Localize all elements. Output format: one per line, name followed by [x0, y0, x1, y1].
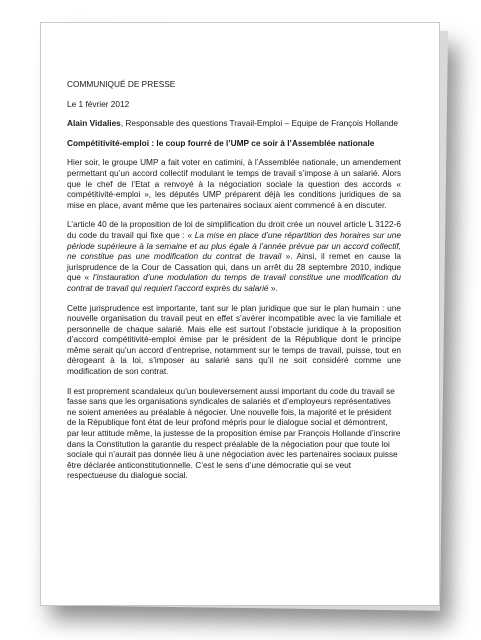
author-name: Alain Vidalies	[67, 118, 121, 129]
document-page	[40, 22, 440, 606]
paragraph-2-quote-court: l’instauration d’une modulation du temps de travail constitue une modification du contrat de travail qui requiert l’accord exprès du salarié	[67, 272, 401, 293]
paragraph-3: Cette jurisprudence est importante, tant sur le plan juridique que sur le plan humain : une nouvelle organisation du travail peut en effet s’avérer incompatible avec la vie familiale et personnelle de chaque salarié. Mais elle est surtout l’obstacle juridique à la proposition d’accord compétitivité-emploi émise par le président de la République dont le principe même serait qu’un accord d’entreprise, notamment sur le temps de travail, puisse, tout en dérogeant à la loi, s’imposer au salarié sans qu’il ne soit considéré comme une modification de son contrat.	[67, 302, 401, 377]
document-date: Le 1 février 2012	[67, 98, 130, 109]
document-subject: Compétitivité-emploi : le coup fourré de l’UMP ce soir à l’Assemblée nationale	[67, 137, 375, 148]
paragraph-2-middle: ». Ainsi, il remet en cause la jurisprudence de la Cour de Cassation qui, dans un arrêt du 28 septembre 2010, indique que «	[67, 251, 401, 283]
paragraph-2-end: ».	[268, 282, 278, 293]
paragraph-2	[67, 219, 401, 293]
document-heading: COMMUNIQUÉ DE PRESSE	[67, 79, 176, 89]
document-author	[67, 118, 401, 129]
author-role: , Responsable des questions Travail-Emploi – Equipe de François Hollande	[120, 118, 398, 129]
paragraph-2-intro: L’article 40 de la proposition de loi de simplification du droit crée un nouvel article L 3122-6 du code du travail qui fixe que : «	[67, 219, 401, 240]
paragraph-1: Hier soir, le groupe UMP a fait voter en catimini, à l’Assemblée nationale, un amendement permettant qu’un accord collectif modulant le temps de travail s’impose à un salarié. Alors que le chef de l’Etat a renvoyé à la négociation sociale la question des accords « compétitivité-emploi », les députés UMP préparent déjà les conditions juridiques de sa mise en place, avant même que les partenaires sociaux aient commencé à en discuter.	[67, 157, 401, 210]
paragraph-2-quote-law: La mise en place d’une répartition des horaires sur une période supérieure à la semaine et au plus égale à l’année prévue par un accord collectif, ne constitue pas une modification du contrat de travail	[67, 229, 401, 262]
paragraph-4: Il est proprement scandaleux qu’un bouleversement aussi important du code du travail se fasse sans que les organisations syndicales de salariés et d’employeurs représentatives ne soient amenées au préalable à négocier. Une nouvelle fois, la majorité et le président de la République font état de leur profond mépris pour le dialogue social et démontrent, par leur attitude même, la justesse de la proposition émise par François Hollande d’inscrire dans la Constitution la garantie du respect préalable de la négociation pour que toute loi sociale qui n’aurait pas donnée lieu à une négociation avec les partenaires sociaux puisse être déclarée anticonstitutionnelle. C’est le sens d’une démocratie qui se veut respectueuse du dialogue social.	[67, 385, 401, 481]
